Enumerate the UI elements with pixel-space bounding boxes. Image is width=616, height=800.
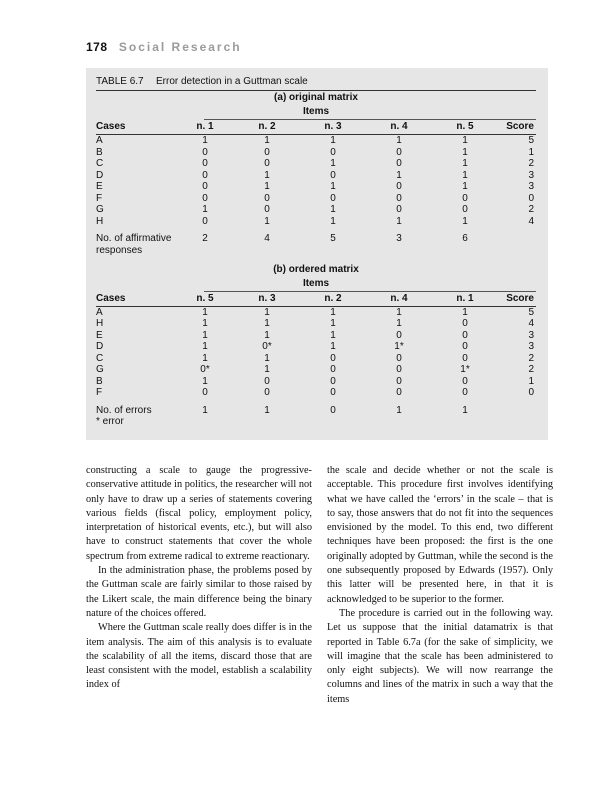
page-number: 178 xyxy=(86,40,108,54)
case-label: B xyxy=(96,146,103,158)
table-cell: 1 xyxy=(396,169,402,181)
table-cell: 1 xyxy=(264,318,270,329)
table-cell: 1 xyxy=(202,375,208,387)
column-header: Cases xyxy=(96,121,126,132)
table-cell: 0 xyxy=(264,204,270,215)
original-items-label: Items xyxy=(302,106,330,117)
table-cell: 3 xyxy=(528,181,534,192)
totals-cell: 4 xyxy=(264,233,270,244)
table-cell: 1 xyxy=(264,181,270,192)
column-header: Cases xyxy=(96,292,126,304)
column-header: n. 2 xyxy=(324,292,342,304)
table-cell: 1 xyxy=(330,329,336,341)
table-cell: 1 xyxy=(264,135,270,146)
table-row xyxy=(96,364,536,376)
running-head xyxy=(86,40,242,54)
table-caption-title: Error detection in a Guttman scale xyxy=(156,76,308,87)
table-cell: 1 xyxy=(330,306,336,318)
errors-label: No. of errors xyxy=(96,404,152,416)
table-cell: 1 xyxy=(462,306,468,318)
table-cell: 0 xyxy=(202,192,208,204)
original-table-body xyxy=(96,135,536,227)
case-label: H xyxy=(96,215,104,227)
table-cell: 2 xyxy=(528,364,534,375)
table-cell: 1 xyxy=(330,158,336,169)
table-cell: 1 xyxy=(330,181,336,192)
case-label: G xyxy=(96,364,104,375)
table-cell: 0 xyxy=(202,215,208,227)
table-cell: 1 xyxy=(202,318,208,329)
table-row xyxy=(96,147,536,159)
table-row xyxy=(96,318,536,330)
table-cell: 0 xyxy=(396,329,402,341)
table-cell: 1 xyxy=(202,341,208,352)
table-row xyxy=(96,376,536,388)
ordered-totals-row xyxy=(96,405,536,417)
table-cell: 3 xyxy=(528,329,534,341)
table-cell: 1 xyxy=(462,215,468,227)
table-cell: 1 xyxy=(462,158,468,169)
table-cell: 0 xyxy=(330,375,336,387)
table-cell: 0 xyxy=(202,158,208,169)
paragraph: Where the Guttman scale really does differ is in the item analysis. The aim of this analysis is to evaluate the scalability of all the items, discard those that are least consistent with the model, establish a scalability index of xyxy=(86,622,312,691)
table-cell: 4 xyxy=(528,215,534,227)
case-label: F xyxy=(96,192,103,204)
table-cell: 5 xyxy=(528,135,534,146)
table-cell: 1 xyxy=(202,352,208,364)
table-cell: 1 xyxy=(528,375,534,387)
table-cell: 1* xyxy=(460,364,470,375)
totals-cell: 2 xyxy=(202,233,208,244)
table-cell: 1 xyxy=(264,352,270,364)
table-cell: 1 xyxy=(462,169,468,181)
table-cell: 0 xyxy=(396,158,402,169)
case-label: D xyxy=(96,169,104,181)
table-cell: 0 xyxy=(528,387,534,398)
totals-cell: 3 xyxy=(396,233,402,244)
paragraph: constructing a scale to gauge the progressive-conservative attitude in politics, the researcher will not only have to draw up a series of statements covering various fields (fiscal policy, employment policy, interpretation of historical events, etc.), but will also have to construct statements that cover the whole spectrum from extreme radical to extreme reactionary. xyxy=(86,465,312,562)
table-row xyxy=(96,330,536,342)
totals-cell: 6 xyxy=(462,233,468,244)
running-title: Social Research xyxy=(118,40,242,54)
table-row xyxy=(96,307,536,319)
table-cell: 0 xyxy=(330,364,336,375)
table-row xyxy=(96,193,536,205)
table-cell: 1 xyxy=(396,135,402,146)
column-header: Score xyxy=(506,292,534,304)
table-row xyxy=(96,387,536,399)
table-cell: 2 xyxy=(528,204,534,215)
table-cell: 1 xyxy=(202,329,208,341)
totals-label-cont: responses xyxy=(96,244,143,256)
table-row xyxy=(96,135,536,147)
case-label: A xyxy=(96,135,103,146)
original-totals-row xyxy=(96,233,536,245)
case-label: E xyxy=(96,329,103,341)
table-cell: 1 xyxy=(264,215,270,227)
original-matrix-title: (a) original matrix xyxy=(274,92,358,103)
errors-cell: 1 xyxy=(264,404,270,416)
column-header: n. 4 xyxy=(390,121,408,132)
table-cell: 1 xyxy=(330,135,336,146)
ordered-header-row xyxy=(96,292,536,306)
column-header: n. 2 xyxy=(258,121,276,132)
table-cell: 1 xyxy=(396,215,402,227)
table-cell: 1 xyxy=(396,306,402,318)
table-caption xyxy=(96,75,536,89)
table-cell: 0 xyxy=(396,375,402,387)
table-cell: 3 xyxy=(528,341,534,352)
errors-cell: 1 xyxy=(396,404,402,416)
table-cell: 0 xyxy=(264,375,270,387)
table-cell: 3 xyxy=(528,169,534,181)
errors-cell: 1 xyxy=(462,404,468,416)
column-header: n. 3 xyxy=(258,292,276,304)
table-cell: 1 xyxy=(264,169,270,181)
table-cell: 0 xyxy=(396,387,402,398)
column-header: n. 4 xyxy=(390,292,408,304)
original-header-row xyxy=(96,120,536,134)
table-cell: 0 xyxy=(396,181,402,192)
table-cell: 0 xyxy=(396,352,402,364)
case-label: C xyxy=(96,158,104,169)
table-cell: 1 xyxy=(330,318,336,329)
table-cell: 0 xyxy=(202,181,208,192)
table-cell: 1 xyxy=(528,146,534,158)
table-cell: 0 xyxy=(462,204,468,215)
case-label: A xyxy=(96,306,103,318)
table-cell: 1 xyxy=(202,204,208,215)
table-cell: 1 xyxy=(202,306,208,318)
table-cell: 1 xyxy=(330,204,336,215)
case-label: E xyxy=(96,181,103,192)
case-label: H xyxy=(96,318,104,329)
table-cell: 0 xyxy=(396,204,402,215)
table-cell: 1 xyxy=(396,318,402,329)
table-cell: 0 xyxy=(396,146,402,158)
ordered-matrix-title: (b) ordered matrix xyxy=(273,263,359,275)
table-cell: 1 xyxy=(462,135,468,146)
table-cell: 0 xyxy=(462,387,468,398)
table-cell: 0 xyxy=(264,158,270,169)
table-cell: 0 xyxy=(264,192,270,204)
table-row xyxy=(96,170,536,182)
table-cell: 0 xyxy=(330,352,336,364)
table-cell: 0 xyxy=(462,352,468,364)
table-cell: 0 xyxy=(396,192,402,204)
paragraph: In the administration phase, the problems posed by the Guttman scale are fairly similar to those raised by the Likert scale, the main difference being the binary nature of the choices offered. xyxy=(86,565,312,619)
case-label: B xyxy=(96,375,103,387)
table-cell: 0 xyxy=(462,318,468,329)
table-cell: 0* xyxy=(262,341,272,352)
table-row xyxy=(96,341,536,353)
table-cell: 0 xyxy=(462,375,468,387)
table-row xyxy=(96,204,536,216)
table-cell: 0 xyxy=(202,387,208,398)
column-header: n. 1 xyxy=(196,121,214,132)
error-footnote: * error xyxy=(96,416,124,427)
case-label: F xyxy=(96,387,103,398)
table-cell: 1 xyxy=(462,181,468,192)
table-cell: 2 xyxy=(528,352,534,364)
table-cell: 1 xyxy=(330,215,336,227)
table-cell: 1 xyxy=(264,306,270,318)
table-cell: 0 xyxy=(396,364,402,375)
column-header: n. 5 xyxy=(456,121,474,132)
table-cell: 1 xyxy=(462,146,468,158)
table-cell: 0 xyxy=(330,146,336,158)
table-cell: 0 xyxy=(264,387,270,398)
table-cell: 1* xyxy=(394,341,404,352)
table-cell: 0 xyxy=(462,192,468,204)
case-label: G xyxy=(96,204,104,215)
table-cell: 0 xyxy=(462,329,468,341)
totals-cell: 5 xyxy=(330,233,336,244)
table-cell: 0 xyxy=(462,341,468,352)
errors-cell: 0 xyxy=(330,404,336,416)
case-label: D xyxy=(96,341,104,352)
table-6-7 xyxy=(86,68,548,440)
table-cell: 0 xyxy=(264,146,270,158)
table-cell: 2 xyxy=(528,158,534,169)
body-column-right xyxy=(327,464,553,707)
table-cell: 0 xyxy=(202,169,208,181)
ordered-table-body xyxy=(96,307,536,399)
table-cell: 1 xyxy=(264,364,270,375)
body-column-left xyxy=(86,464,312,693)
table-cell: 5 xyxy=(528,306,534,318)
table-cell: 4 xyxy=(528,318,534,329)
table-cell: 0 xyxy=(330,387,336,398)
table-cell: 0 xyxy=(330,169,336,181)
table-cell: 0 xyxy=(330,192,336,204)
paragraph: The procedure is carried out in the following way. Let us suppose that the initial datamatrix is that reported in Table 6.7a (for the sake of simplicity, we will imagine that the scale has been administered to only eight subjects). We will now rearrange the columns and lines of the matrix in such a way that the items xyxy=(327,607,553,705)
table-row xyxy=(96,158,536,170)
table-row xyxy=(96,353,536,365)
table-cell: 0* xyxy=(200,364,210,375)
table-row xyxy=(96,216,536,228)
column-header: Score xyxy=(506,121,534,132)
column-header: n. 5 xyxy=(196,292,214,304)
table-cell: 0 xyxy=(202,146,208,158)
column-header: n. 3 xyxy=(324,121,342,132)
ordered-items-label: Items xyxy=(302,277,330,289)
paragraph: the scale and decide whether or not the scale is acceptable. This procedure first involves identifying what we have called the ‘errors’ in the scale – that is to say, those answers that do not fit into the sequences envisioned by the model. To this end, two different techniques have been proposed: the first is the one originally adopted by Guttman, while the second is the one subsequently proposed by Edwards (1957). Only this latter will be presented here, in that it is acknowledged to be superior to the former. xyxy=(327,465,553,605)
table-cell: 1 xyxy=(202,135,208,146)
column-header: n. 1 xyxy=(456,292,474,304)
table-caption-number: TABLE 6.7 xyxy=(96,76,144,87)
errors-cell: 1 xyxy=(202,404,208,416)
table-cell: 0 xyxy=(528,192,534,204)
table-cell: 1 xyxy=(264,329,270,341)
table-cell: 1 xyxy=(330,341,336,352)
table-row xyxy=(96,181,536,193)
case-label: C xyxy=(96,352,104,364)
totals-label: No. of affirmative xyxy=(96,233,172,244)
